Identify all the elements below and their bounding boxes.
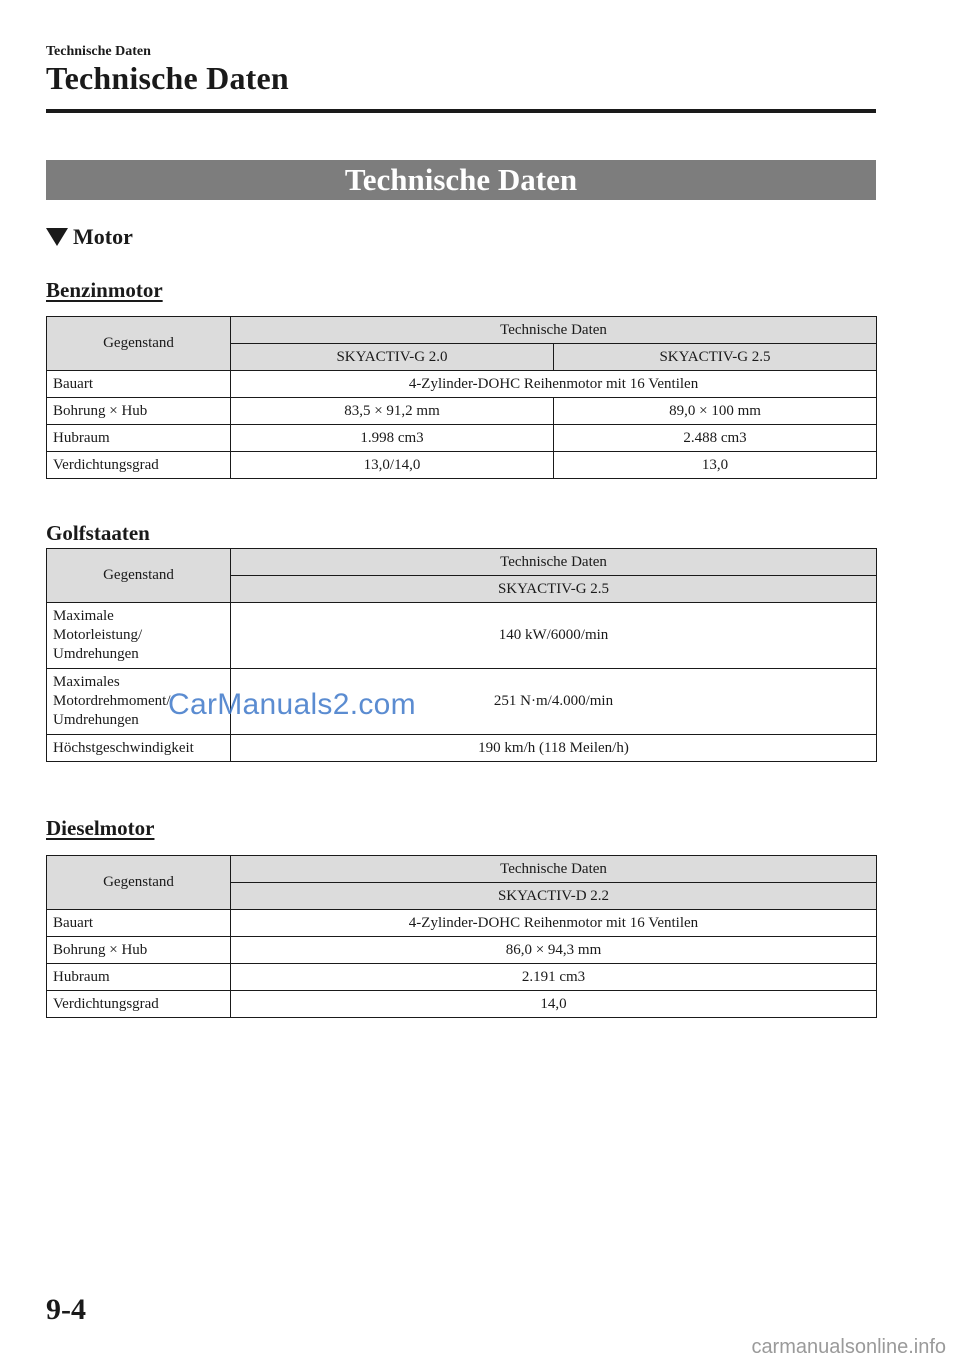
section-title-text: Motor <box>73 224 133 249</box>
table-row <box>47 910 877 937</box>
row-label: Hubraum <box>47 964 231 991</box>
table-row <box>47 937 877 964</box>
table-row <box>47 964 877 991</box>
col-header-gegenstand: Gegenstand <box>47 549 231 603</box>
cell-value: 190 km/h (118 Meilen/h) <box>231 735 877 762</box>
table-row <box>47 425 877 452</box>
benzin-spec-table <box>46 316 877 479</box>
cell-value: 251 N·m/4.000/min <box>231 669 877 735</box>
row-label-line: Maximale <box>53 608 114 624</box>
table-row <box>47 398 877 425</box>
table-header-row <box>47 317 877 344</box>
cell-value: 83,5 × 91,2 mm <box>231 398 554 425</box>
row-label: Hubraum <box>47 425 231 452</box>
col-header-gegenstand: Gegenstand <box>47 317 231 371</box>
col-header-group: Technische Daten <box>231 549 877 576</box>
row-label-line: Motorleistung/ <box>53 627 143 643</box>
row-label-line: Maximales <box>53 674 120 690</box>
row-label: Verdichtungsgrad <box>47 452 231 479</box>
cell-value: 4-Zylinder-DOHC Reihenmotor mit 16 Ventilen <box>231 371 877 398</box>
row-label-line: Umdrehungen <box>53 712 139 728</box>
table-row <box>47 735 877 762</box>
row-label: Bohrung × Hub <box>47 937 231 964</box>
page-number: 9-4 <box>46 1293 86 1326</box>
table-row <box>47 371 877 398</box>
col-header-variant: SKYACTIV-G 2.0 <box>231 344 554 371</box>
cell-value: 140 kW/6000/min <box>231 603 877 669</box>
running-header-title: Technische Daten <box>46 60 289 96</box>
row-label: Verdichtungsgrad <box>47 991 231 1018</box>
cell-value: 14,0 <box>231 991 877 1018</box>
table-row <box>47 603 877 669</box>
col-header-group: Technische Daten <box>231 856 877 883</box>
table-row <box>47 452 877 479</box>
watermark: CarManuals2.com <box>168 688 416 721</box>
cell-value: 13,0 <box>554 452 877 479</box>
table-header-row <box>47 549 877 576</box>
header-rule <box>46 109 876 113</box>
row-label <box>47 603 231 669</box>
subsection-dieselmotor: Dieselmotor <box>46 816 155 840</box>
cell-value: 13,0/14,0 <box>231 452 554 479</box>
table-header-row <box>47 856 877 883</box>
col-header-variant: SKYACTIV-G 2.5 <box>554 344 877 371</box>
col-header-variant: SKYACTIV-D 2.2 <box>231 883 877 910</box>
triangle-down-icon <box>46 228 68 246</box>
cell-value: 2.191 cm3 <box>231 964 877 991</box>
col-header-variant: SKYACTIV-G 2.5 <box>231 576 877 603</box>
cell-value: 2.488 cm3 <box>554 425 877 452</box>
cell-value: 86,0 × 94,3 mm <box>231 937 877 964</box>
section-title-motor <box>46 224 133 250</box>
table-row <box>47 991 877 1018</box>
footer-watermark: carmanualsonline.info <box>751 1336 946 1358</box>
subsection-benzinmotor: Benzinmotor <box>46 278 163 302</box>
col-header-group: Technische Daten <box>231 317 877 344</box>
golf-spec-table <box>46 548 877 762</box>
row-label: Bohrung × Hub <box>47 398 231 425</box>
row-label: Höchstgeschwindigkeit <box>47 735 231 762</box>
row-label: Bauart <box>47 371 231 398</box>
cell-value: 4-Zylinder-DOHC Reihenmotor mit 16 Ventilen <box>231 910 877 937</box>
cell-value: 1.998 cm3 <box>231 425 554 452</box>
chapter-banner: Technische Daten <box>46 160 876 200</box>
row-label: Bauart <box>47 910 231 937</box>
cell-value: 89,0 × 100 mm <box>554 398 877 425</box>
running-header-small: Technische Daten <box>46 44 151 59</box>
subsection-golfstaaten: Golfstaaten <box>46 521 150 545</box>
diesel-spec-table <box>46 855 877 1018</box>
col-header-gegenstand: Gegenstand <box>47 856 231 910</box>
row-label-line: Motordrehmoment/ <box>53 693 171 709</box>
row-label-line: Umdrehungen <box>53 646 139 662</box>
